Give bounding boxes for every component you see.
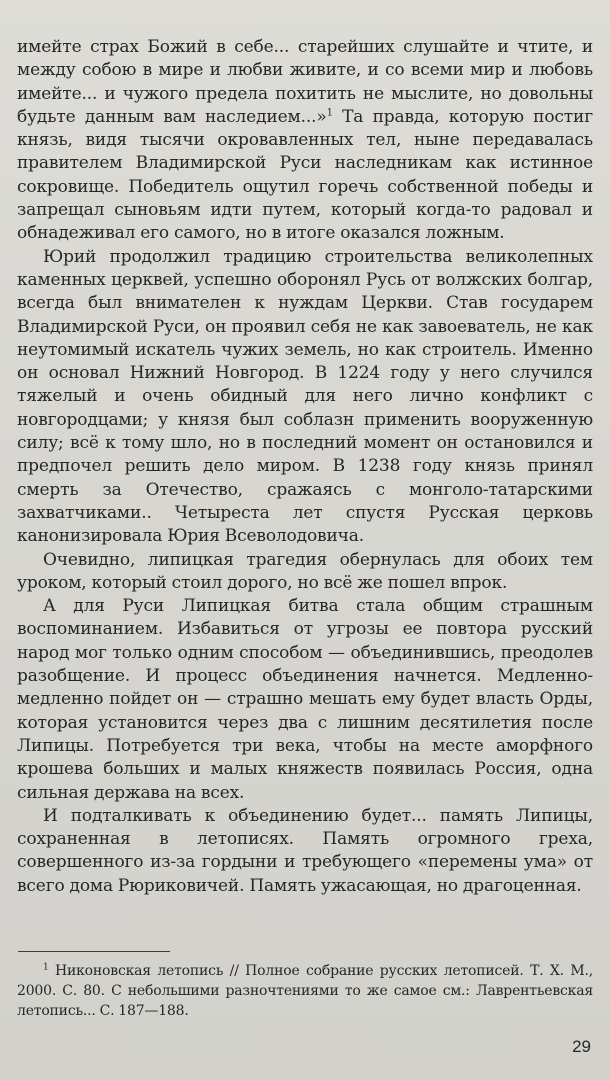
quote-followup-text: Та правда, которую постиг князь, видя тысячи окровавленных тел, ныне передавалась правителем Владимирской Руси наследникам как истинное сокровище. Победитель ощутил горечь собственной победы и запрещал сыновьям идти путем, который когда-то радовал и обнадеживал его самого, но в итоге оказался ложным.	[17, 106, 593, 244]
paragraph-unification: И подталкивать к объединению будет... память Липицы, сохраненная в летописях. Память огромного греха, совершенного из-за гордыни и требующего «перемены ума» от всего дома Рюриковичей. Память ужасающая, но драгоценная.	[17, 805, 593, 896]
paragraph-lesson: Очевидно, липицкая трагедия обернулась для обоих тем уроком, который стоил дорого, но всё же пошел впрок.	[17, 549, 593, 593]
quote-text: имейте страх Божий в себе... старейших слушайте и чтите, и между собою в мире и любви живите, и со всеми мир и любовь имейте... и чужого предела похитить не мыслите, но довольны будьте данным вам наследием...»	[17, 37, 593, 127]
page-number: 29	[572, 1037, 591, 1056]
paragraph-quote-continuation	[17, 36, 593, 246]
footnote-reference: 1	[326, 107, 333, 119]
book-page	[17, 36, 593, 1076]
footnote-divider	[18, 951, 170, 952]
paragraph-yuri: Юрий продолжил традицию строительства великолепных каменных церквей, успешно оборонял Русь от волжских болгар, всегда был внимателен к нуждам Церкви. Став государем Владимирской Руси, он проявил себя не как завоеватель, не как неутомимый искатель чужих земель, но как строитель. Именно он основал Нижний Новгород. В 1224 году у него случился тяжелый и очень обидный для него лично конфликт с новгородцами; у князя был соблазн применить вооруженную силу; всё к тому шло, но в последний момент он остановился и предпочел решить дело миром. В 1238 году князь принял смерть за Отечество, сражаясь с монголо-татарскими захватчиками.. Четыреста лет спустя Русская церковь канонизировала Юрия Всеволодовича.	[17, 246, 593, 547]
paragraph-rus-memory: А для Руси Липицкая битва стала общим страшным воспоминанием. Избавиться от угрозы ее повтора русский народ мог только одним способом — объединившись, преодолев разобщение. И процесс объединения начнется. Медленно-медленно пойдет он — страшно мешать ему будет власть Орды, которая установится через два с лишним десятилетия после Липицы. Потребуется три века, чтобы на месте аморфного крошева больших и малых княжеств появилась Россия, одна сильная держава на всех.	[17, 596, 593, 803]
footnote-marker: 1	[43, 962, 49, 973]
footnote	[17, 961, 593, 1021]
footnote-text: Никоновская летопись // Полное собрание русских летописей. Т. Х. М., 2000. С. 80. С небольшими разночтениями то же самое см.: Лаврентьевская летопись... С. 187—188.	[17, 963, 593, 1019]
